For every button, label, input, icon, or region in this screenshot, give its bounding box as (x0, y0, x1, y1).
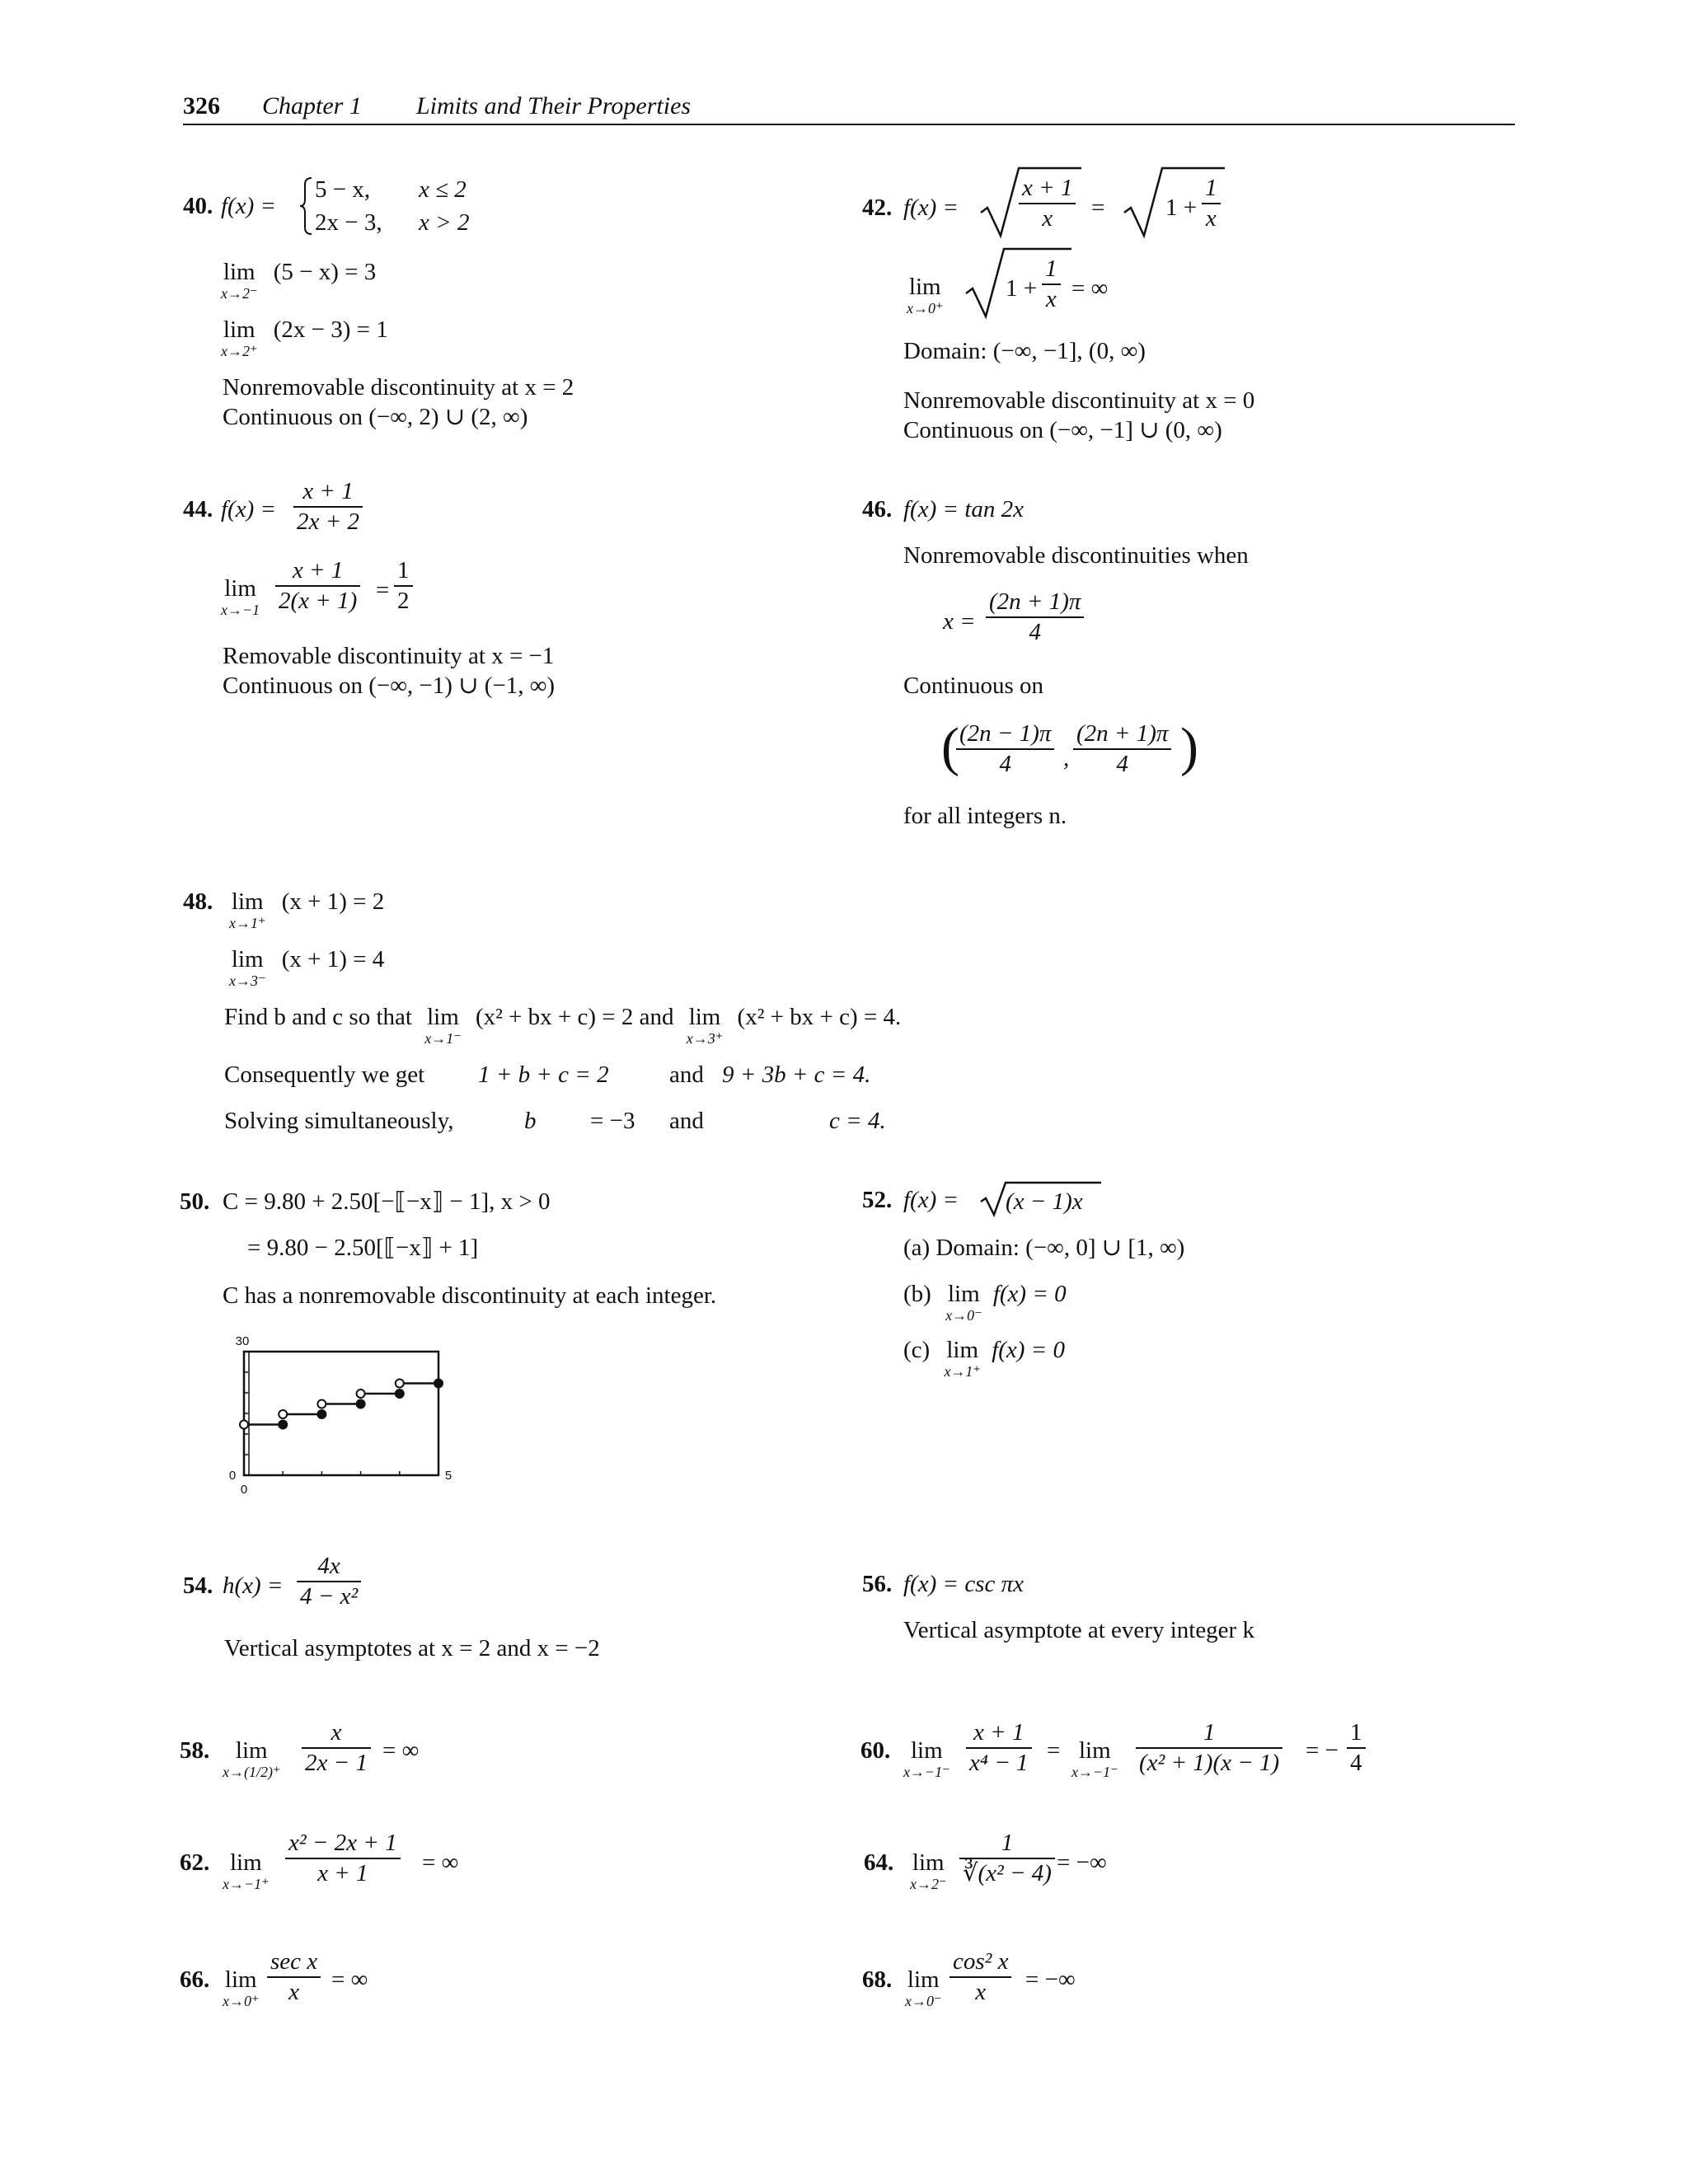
limit-fraction (302, 1721, 371, 1775)
closed-point (317, 1410, 326, 1418)
problem-number: 64. (864, 1849, 894, 1876)
denominator: 2(x + 1) (279, 588, 358, 614)
limit-left (221, 260, 376, 301)
closed-point (396, 1390, 404, 1398)
denominator: x⁴ − 1 (969, 1750, 1029, 1776)
numerator: cos² x (950, 1950, 1011, 1978)
lim-subscript: x→2⁻ (221, 285, 258, 302)
lim-expression: (x + 1) = 2 (281, 888, 385, 915)
limit-word (221, 577, 260, 617)
simplified-fraction (1136, 1721, 1282, 1775)
brace (298, 176, 313, 236)
limit-fraction (959, 1831, 1055, 1886)
lim-word: lim (229, 1849, 262, 1876)
numerator: 4x (297, 1554, 361, 1582)
numerator: 1 (1202, 176, 1221, 204)
lim-word: lim (224, 575, 256, 602)
solving-label: Solving simultaneously, (224, 1108, 454, 1134)
numerator: x + 1 (293, 480, 363, 508)
limit-operator (223, 1851, 270, 1891)
cost-equation-1: C = 9.80 + 2.50[−⟦−x⟧ − 1], x > 0 (223, 1188, 551, 1215)
denominator: 4 (999, 751, 1011, 777)
consequently-label: Consequently we get (224, 1062, 425, 1088)
problem-number: 50. (180, 1188, 210, 1215)
lim-word: lim (912, 1849, 945, 1876)
numerator: 1 (1042, 257, 1061, 285)
numerator: sec x (267, 1950, 321, 1978)
y-tick-label-bottom: 0 (228, 1469, 237, 1483)
denominator: 2x + 2 (297, 509, 359, 535)
denominator: x (288, 1979, 300, 2005)
limit-operator (903, 1739, 950, 1779)
one-plus: 1 + (1165, 194, 1198, 221)
lim-expression: (2x − 3) = 1 (273, 316, 388, 343)
x-tick-label-left: 0 (240, 1483, 248, 1497)
asymptote-statement: Vertical asymptotes at x = 2 and x = −2 (224, 1635, 600, 1661)
function-definition: f(x) = tan 2x (903, 496, 1024, 523)
problem-number: 60. (860, 1737, 891, 1764)
numerator: x (302, 1721, 371, 1749)
closed-point (279, 1421, 287, 1429)
lim-word: lim (946, 1337, 979, 1363)
limit-fraction (950, 1950, 1011, 2004)
lim-subscript: x→0⁺ (223, 1993, 260, 2009)
lim-word: lim (223, 259, 256, 285)
integers-statement: for all integers n. (903, 803, 1067, 829)
function-lhs: f(x) = (903, 1187, 959, 1213)
domain-statement: Domain: (−∞, −1], (0, ∞) (903, 338, 1146, 364)
small-fraction (1042, 257, 1061, 312)
problem-number: 56. (862, 1571, 893, 1597)
x-tick-label-right: 5 (444, 1469, 452, 1483)
discontinuity-statement: C has a nonremovable discontinuity at each integer. (223, 1282, 717, 1309)
lim-expression: (x + 1) = 4 (281, 946, 385, 972)
equals-sign: = (376, 577, 390, 603)
small-fraction (1202, 176, 1221, 231)
lim-word: lim (1078, 1737, 1111, 1764)
lim-subscript: x→3⁻ (229, 972, 266, 989)
numerator: 1 (394, 559, 413, 587)
limit-fraction (267, 1950, 321, 2004)
problem-number: 68. (862, 1966, 893, 1993)
numerator: (2n − 1)π (956, 722, 1054, 750)
open-point (357, 1390, 365, 1398)
denominator: (x² + 1)(x − 1) (1139, 1750, 1280, 1776)
lim-word: lim (688, 1004, 721, 1030)
lim-expression: f(x) = 0 (992, 1281, 1067, 1307)
find-expression-2: (x² + bx + c) = 4. (737, 1004, 902, 1030)
lim-word: lim (910, 1737, 943, 1764)
discontinuity-statement: Removable discontinuity at x = −1 (223, 643, 555, 669)
interval-comma: , (1063, 745, 1070, 771)
lim-subscript: x→1⁻ (424, 1030, 462, 1047)
limit-operator-2 (1071, 1739, 1118, 1779)
interval-open-paren: ( (941, 717, 959, 777)
continuity-statement: Continuous on (−∞, 2) ∪ (2, ∞) (223, 404, 528, 430)
problem-number: 52. (862, 1187, 893, 1213)
problem-number: 46. (862, 496, 893, 523)
lim-word: lim (231, 888, 264, 915)
problem-number: 62. (180, 1849, 210, 1876)
denominator: x (1205, 205, 1217, 232)
problem-number: 58. (180, 1737, 210, 1764)
lim-subscript: x→1⁺ (944, 1363, 981, 1380)
cost-equation-2: = 9.80 − 2.50[⟦−x⟧ + 1] (247, 1235, 479, 1261)
lim-word: lim (427, 1004, 459, 1030)
lim-subscript: x→−1⁻ (1071, 1764, 1118, 1780)
function-lhs: f(x) = (903, 194, 959, 221)
limit-fraction (285, 1831, 401, 1886)
lim-subscript: x→(1/2)⁺ (223, 1764, 281, 1780)
open-point (396, 1380, 404, 1388)
function-fraction (293, 480, 363, 534)
lim-subscript: x→−1⁺ (223, 1876, 270, 1892)
denominator: 4 (1350, 1750, 1362, 1776)
lim-subscript: x→2⁻ (910, 1876, 947, 1892)
numerator: x + 1 (275, 559, 360, 587)
lim-word: lim (235, 1737, 268, 1764)
equals-sign: = (1047, 1737, 1061, 1764)
interval-close-paren: ) (1180, 717, 1198, 777)
continuity-label: Continuous on (903, 673, 1043, 699)
limit-result: = −∞ (1025, 1966, 1076, 1993)
result-fraction (1347, 1721, 1366, 1775)
lim-subscript: x→0⁻ (905, 1993, 942, 2009)
denominator: 2 (397, 588, 410, 614)
x-fraction (986, 590, 1084, 644)
limit-operator (905, 1968, 942, 2008)
find-expression-1: (x² + bx + c) = 2 and (475, 1004, 674, 1030)
function-lhs: f(x) = (221, 193, 277, 219)
denominator: ∛(x² − 4) (963, 1860, 1052, 1886)
interval-fraction-left (956, 722, 1054, 776)
open-point (317, 1400, 326, 1408)
find-text: Find b and c so that (224, 1004, 412, 1030)
header-rule (183, 124, 1515, 125)
denominator: 4 − x² (300, 1583, 359, 1610)
continuity-statement: Continuous on (−∞, −1) ∪ (−1, ∞) (223, 673, 556, 699)
lim-word: lim (907, 1966, 940, 1993)
radicand: (x − 1)x (1006, 1188, 1083, 1215)
asymptote-statement: Vertical asymptote at every integer k (903, 1617, 1254, 1643)
limit-2 (229, 948, 384, 988)
function-fraction (297, 1554, 361, 1609)
numerator: x² − 2x + 1 (285, 1831, 401, 1859)
denominator: 2x − 1 (305, 1750, 368, 1776)
lim-subscript: x→−1⁻ (903, 1764, 950, 1780)
numerator: x + 1 (966, 1721, 1032, 1749)
numerator: 1 (1136, 1721, 1282, 1749)
limit-result: = ∞ (331, 1966, 368, 1993)
one-plus: 1 + (1006, 275, 1038, 302)
function-lhs: f(x) = (221, 496, 277, 523)
limit-part-c (903, 1338, 1065, 1379)
limit-right (221, 318, 388, 359)
open-point (240, 1421, 248, 1429)
case-1: 5 − x, (315, 176, 371, 203)
lim-expression: f(x) = 0 (992, 1337, 1065, 1363)
interval-fraction-right (1073, 722, 1171, 776)
limit-result: = ∞ (1071, 275, 1109, 302)
closed-point (357, 1400, 365, 1408)
condition-2: x > 2 (419, 209, 470, 236)
lim-subscript: x→0⁺ (907, 300, 944, 316)
case-2: 2x − 3, (315, 209, 382, 236)
limit-operator (910, 1851, 947, 1891)
denominator: x + 1 (317, 1860, 368, 1886)
lim-subscript: x→−1 (221, 602, 260, 618)
denominator: 4 (1116, 751, 1128, 777)
and-label: and (669, 1062, 704, 1088)
limit-part-b (903, 1282, 1067, 1323)
find-statement (224, 1005, 901, 1046)
lim-expression: (5 − x) = 3 (273, 259, 377, 285)
numerator: (2n + 1)π (986, 590, 1084, 618)
denominator: x (1045, 286, 1057, 312)
discontinuity-statement: Nonremovable discontinuity at x = 2 (223, 374, 574, 401)
limit-result: = ∞ (382, 1737, 420, 1764)
lim-word: lim (223, 316, 256, 343)
numerator: 1 (959, 1831, 1055, 1859)
step-function-chart (223, 1327, 462, 1500)
limit-result: = −∞ (1057, 1849, 1107, 1876)
equals-sign: = (1091, 194, 1105, 221)
numerator: x + 1 (1019, 176, 1076, 204)
lim-word: lim (224, 1966, 257, 1993)
function-definition: f(x) = csc πx (903, 1571, 1024, 1597)
c-value: c = 4. (829, 1108, 886, 1134)
limit-fraction (966, 1721, 1032, 1775)
discontinuity-statement: Nonremovable discontinuity at x = 0 (903, 387, 1255, 414)
problem-number: 48. (183, 888, 213, 915)
numerator: 1 (1347, 1721, 1366, 1749)
lim-subscript: x→0⁻ (945, 1307, 982, 1324)
function-lhs: h(x) = (223, 1572, 284, 1599)
problem-number: 54. (183, 1572, 213, 1599)
chapter-label: Chapter 1 (262, 92, 362, 120)
closed-point (434, 1380, 443, 1388)
limit-operator (223, 1739, 280, 1779)
lim-word: lim (908, 274, 941, 300)
limit-fraction (275, 559, 360, 613)
radicand-fraction (1019, 176, 1076, 231)
lim-word: lim (947, 1281, 980, 1307)
condition-1: x ≤ 2 (419, 176, 467, 203)
problem-number: 66. (180, 1966, 210, 1993)
lim-subscript: x→2⁺ (221, 343, 258, 359)
limit-result: = ∞ (422, 1849, 459, 1876)
discontinuity-statement: Nonremovable discontinuities when (903, 542, 1249, 569)
b-value: = −3 (590, 1108, 635, 1134)
equation-2: 9 + 3b + c = 4. (722, 1062, 871, 1088)
part-label: (b) (903, 1281, 931, 1307)
continuity-statement: Continuous on (−∞, −1] ∪ (0, ∞) (903, 417, 1222, 443)
denominator: x (975, 1979, 987, 2005)
equals-minus: = − (1306, 1737, 1339, 1764)
problem-number: 42. (862, 194, 893, 221)
chapter-title: Limits and Their Properties (416, 92, 692, 120)
b-variable: b (524, 1108, 537, 1134)
denominator: 4 (1029, 619, 1041, 645)
problem-number: 44. (183, 496, 213, 523)
page-number: 326 (183, 92, 220, 120)
numerator: (2n + 1)π (1073, 722, 1171, 750)
and-label: and (669, 1108, 704, 1134)
result-fraction (394, 559, 413, 613)
plot-frame (244, 1352, 438, 1475)
part-label: (c) (903, 1337, 931, 1363)
x-equals: x = (943, 608, 976, 635)
equation-1: 1 + b + c = 2 (478, 1062, 609, 1088)
limit-operator (223, 1968, 260, 2008)
denominator: x (1042, 205, 1053, 232)
y-tick-label-top: 30 (235, 1334, 250, 1348)
problem-number: 40. (183, 193, 213, 219)
limit-expression (907, 275, 944, 316)
limit-1 (229, 890, 384, 930)
domain-part-a: (a) Domain: (−∞, 0] ∪ [1, ∞) (903, 1235, 1185, 1261)
open-point (279, 1410, 287, 1418)
lim-subscript: x→3⁺ (686, 1030, 724, 1047)
lim-word: lim (231, 946, 264, 972)
lim-subscript: x→1⁺ (229, 915, 266, 931)
